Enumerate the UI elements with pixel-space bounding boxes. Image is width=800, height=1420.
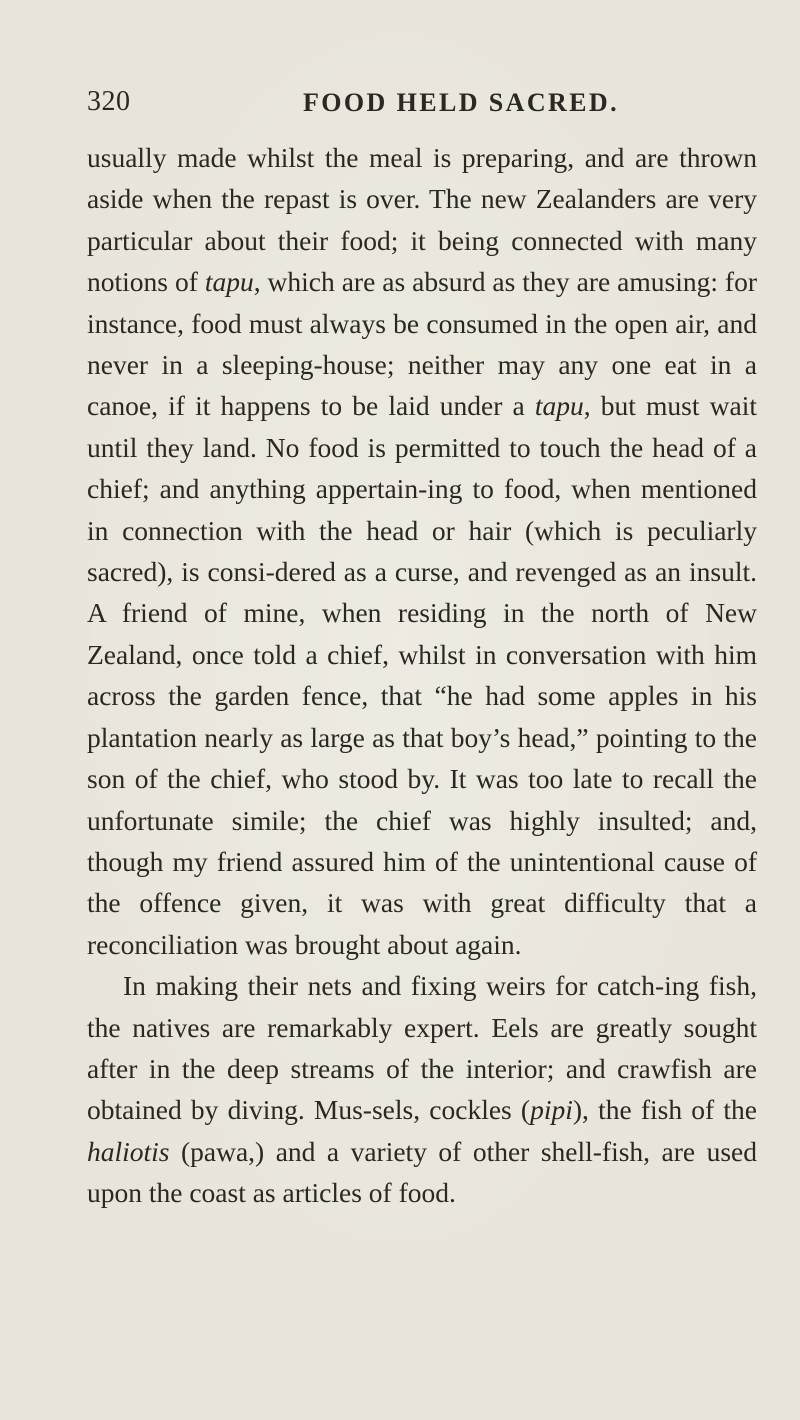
paragraph-2 (87, 965, 757, 1213)
text-segment: (pawa,) and a variety of other shell-fish, are used upon the coast as articles of food. (87, 1135, 757, 1209)
paragraph-1 (87, 137, 757, 965)
running-head (87, 86, 752, 122)
italic-term: pipi (530, 1094, 573, 1126)
text-segment: In making their nets and fixing weirs for catch-ing fish, the natives are remarkably expert. Eels are greatly sought after in the deep streams of the interior; and crawfish are obtained by diving. Mus-sels, cockles ( (87, 970, 757, 1126)
italic-term: tapu (204, 266, 254, 298)
text-segment: usually made whilst the meal is preparing, and are thrown aside when the repast is over. The new Zealanders are very particular about their food; it being connected with many notions of (87, 142, 757, 298)
running-title: FOOD HELD SACRED. (303, 88, 619, 117)
page-number: 320 (87, 86, 131, 117)
italic-term: tapu (534, 390, 584, 422)
text-segment: ), the fish of the (572, 1094, 758, 1126)
text-segment: , which are as absurd as they are amusing: for instance, food must always be consumed in the open air, and never in a sleeping-house; neither may any one eat in a canoe, if it happens to be laid under a (87, 266, 758, 422)
body-text (87, 137, 757, 1214)
italic-term: haliotis (87, 1135, 170, 1167)
text-segment: , but must wait until they land. No food is permitted to touch the head of a chief; and anything appertain-ing to food, when mentioned in connection with the head or hair (which is peculiarly sacred), is consi-dered as a curse, and revenged as an insult. A friend of mine, when residing in the north of New Zealand, once told a chief, whilst in conversation with him across the garden fence, that “he had some apples in his plantation nearly as large as that boy’s head,” pointing to the son of the chief, who stood by. It was too late to recall the unfortunate simile; the chief was highly insulted; and, though my friend assured him of the unintentional cause of the offence given, it was with great difficulty that a reconciliation was brought about again. (87, 390, 757, 960)
